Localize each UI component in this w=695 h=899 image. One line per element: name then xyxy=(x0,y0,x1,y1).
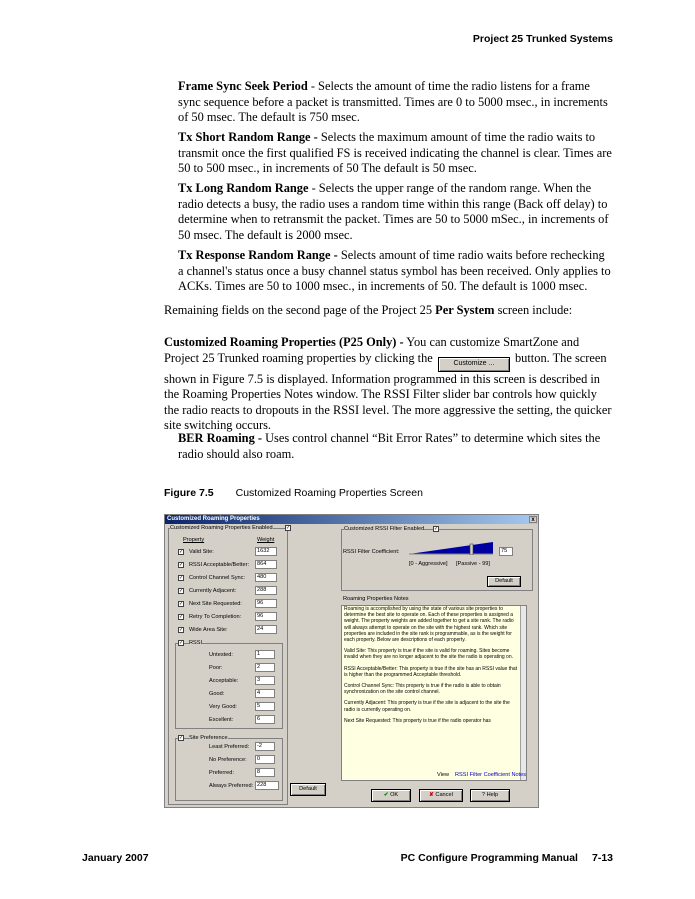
rssi-filter-checkbox[interactable]: ✓ xyxy=(434,526,439,532)
notes-paragraph: Next Site Requested: This property is true if the radio operator has xyxy=(344,717,491,724)
notes-paragraph: Valid Site: This property is true if the site is valid for roaming. Sites become invalid when they are no longer adjacent to the site the radio is operating on. xyxy=(344,648,513,661)
notes-title: Roaming Properties Notes xyxy=(343,596,409,602)
prop-checkbox[interactable]: ✓ xyxy=(179,614,184,620)
para-tx-short: Tx Short Random Range - Selects the maximum amount of time the radio waits to transmit once the first qualified FS is received indicating the channel is clear. Times are 50 to 500 msec., in increments of 50 The default is 50 msec. xyxy=(178,130,612,176)
ok-button[interactable]: ✔ OK xyxy=(371,789,411,802)
prop-weight-input[interactable]: 480 xyxy=(255,573,277,582)
prop-checkbox[interactable]: ✓ xyxy=(179,575,184,581)
roaming-enabled-label: Customized Roaming Properties Enabled xyxy=(170,525,273,531)
rssi-weight-input[interactable]: 1 xyxy=(255,650,275,659)
col-property-header: Property xyxy=(183,537,205,543)
check-icon: ✔ xyxy=(383,792,389,798)
prop-label: Retry To Completion: xyxy=(189,614,242,620)
col-weight-header: Weight xyxy=(257,537,275,543)
site-pref-input[interactable]: 228 xyxy=(255,781,279,790)
help-button[interactable]: ? Help xyxy=(470,789,510,802)
prop-checkbox[interactable]: ✓ xyxy=(179,588,184,594)
slider-wedge xyxy=(409,542,493,554)
help-icon: ? xyxy=(481,792,486,798)
prop-weight-input[interactable]: 1632 xyxy=(255,547,277,556)
site-pref-item-label: No Preference: xyxy=(209,757,247,763)
prop-weight-input[interactable]: 288 xyxy=(255,586,277,595)
prop-checkbox[interactable]: ✓ xyxy=(179,601,184,607)
prop-weight-input[interactable]: 96 xyxy=(255,612,277,621)
notes-panel[interactable] xyxy=(341,605,527,781)
para-ber-roaming: BER Roaming - Uses control channel “Bit Error Rates” to determine which sites the radio should also roam. xyxy=(178,431,601,461)
figure-caption: Figure 7.5 Customized Roaming Properties Screen xyxy=(164,487,423,499)
rssi-level-label: Excellent: xyxy=(209,717,234,723)
view-label: View xyxy=(437,772,450,778)
range-passive-label: [Passive - 99] xyxy=(456,561,490,567)
site-pref-label: Site Preference xyxy=(189,735,228,741)
dialog-titlebar: Customized Roaming Properties x xyxy=(165,515,538,524)
rssi-weight-input[interactable]: 6 xyxy=(255,715,275,724)
rssi-level-label: Poor: xyxy=(209,665,223,671)
prop-checkbox[interactable]: ✓ xyxy=(179,549,184,555)
range-aggressive-label: [0 - Aggressive] xyxy=(409,561,448,567)
default-right-button[interactable]: Default xyxy=(487,576,521,587)
slider-thumb[interactable] xyxy=(470,544,473,555)
rssi-weight-input[interactable]: 2 xyxy=(255,663,275,672)
customize-button-image: Customize ... xyxy=(438,357,510,372)
rssi-filter-enabled-label: Customized RSSI Filter Enabled xyxy=(344,526,425,532)
site-pref-checkbox[interactable]: ✓ xyxy=(179,735,184,741)
rssi-filter-slider[interactable] xyxy=(409,541,493,555)
site-pref-item-label: Always Preferred: xyxy=(209,783,254,789)
prop-checkbox[interactable]: ✓ xyxy=(179,562,184,568)
rssi-level-label: Good: xyxy=(209,691,225,697)
prop-label: Currently Adjacent: xyxy=(189,588,237,594)
prop-label: Control Channel Sync: xyxy=(189,575,245,581)
rssi-weight-input[interactable]: 5 xyxy=(255,702,275,711)
roaming-dialog xyxy=(164,514,539,808)
default-left-button[interactable]: Default xyxy=(290,783,326,796)
para-tx-response: Tx Response Random Range - Selects amount of time radio waits before rechecking a channel's status once a busy channel status symbol has been received. Only applies to ACKs. Times are 50 to 1000 msec., in increments of 50. The default is 1000 msec. xyxy=(178,248,611,294)
para-frame-sync: Frame Sync Seek Period - Selects the amount of time the radio listens for a frame sync sequence before a packet is transmitted. Times are 0 to 5000 msec., in increments of 50 msec. The default is 750 msec. xyxy=(178,79,608,125)
rssi-weight-input[interactable]: 3 xyxy=(255,676,275,685)
x-icon: ✘ xyxy=(429,792,434,798)
site-pref-item-label: Preferred: xyxy=(209,770,234,776)
site-pref-input[interactable]: -2 xyxy=(255,742,275,751)
filter-value-input[interactable]: 75 xyxy=(499,547,513,556)
view-notes-link[interactable]: RSSI Filter Coefficient Notes xyxy=(455,772,527,778)
prop-weight-input[interactable]: 24 xyxy=(255,625,277,634)
site-pref-item-label: Least Preferred: xyxy=(209,744,250,750)
prop-weight-input[interactable]: 96 xyxy=(255,599,277,608)
footer-title: PC Configure Programming Manual 7-13 xyxy=(400,852,613,864)
notes-paragraph: Control Channel Sync: This property is true if the radio is able to obtain synchronization on the site control channel. xyxy=(344,683,501,696)
prop-checkbox[interactable]: ✓ xyxy=(179,627,184,633)
running-header: Project 25 Trunked Systems xyxy=(472,33,613,45)
notes-paragraph: Currently Adjacent: This property is true if the site is adjacent to the site the radio is currently operating on. xyxy=(344,700,510,713)
rssi-label: RSSI xyxy=(189,640,203,646)
para-custom-roaming: Customized Roaming Properties (P25 Only) - You can customize SmartZone and Project 25 Trunked roaming properties by clicking the Customize ... button. The screen shown in Figure 7.5 is displayed. Information programmed in this screen is described in the Roaming Properties Notes window. The RSSI Filter slider bar controls how quickly the radio reacts to dropouts in the RSSI level. The more aggressive the setting, the quicker site switching occurs. xyxy=(164,335,612,433)
rssi-checkbox[interactable]: ✓ xyxy=(179,640,184,646)
prop-label: Wide Area Site: xyxy=(189,627,228,633)
para-tx-long: Tx Long Random Range - Selects the upper range of the random range. When the radio detects a busy, the radio uses a random time within this range (Back off delay) to determine when to retransmit the packet. Times are 50 to 5000 mSec., in increments of 50 msec. The default is 2000 msec. xyxy=(178,181,609,242)
filter-coef-label: RSSI Filter Coefficient: xyxy=(343,549,400,555)
rssi-weight-input[interactable]: 4 xyxy=(255,689,275,698)
footer-date: January 2007 xyxy=(82,852,149,864)
prop-label: RSSI Acceptable/Better: xyxy=(189,562,250,568)
site-pref-input[interactable]: 8 xyxy=(255,768,275,777)
cancel-button[interactable]: ✘ Cancel xyxy=(419,789,463,802)
roaming-enabled-checkbox[interactable]: ✓ xyxy=(286,525,291,531)
rssi-level-label: Untested: xyxy=(209,652,233,658)
site-pref-input[interactable]: 0 xyxy=(255,755,275,764)
prop-label: Valid Site: xyxy=(189,549,214,555)
rssi-level-label: Acceptable: xyxy=(209,678,239,684)
notes-paragraph: RSSI Acceptable/Better: This property is true if the site has an RSSI value that is higher than the programmed Acceptable threshold. xyxy=(344,665,518,678)
notes-paragraph: Roaming is accomplished by using the state of various site properties to determine the best site to operate on. Each of these properties is assigned a weight. The property weights are added together to get a site rank. The radio will always attempt to operate on the site with the highest rank. Which site properties are included in the site rank is programmable, as is the weight for each property. Below are descriptions of each property. xyxy=(344,606,514,644)
para-remaining: Remaining fields on the second page of the Project 25 Per System screen include: xyxy=(164,303,573,317)
close-icon[interactable]: x xyxy=(529,516,537,523)
notes-scrollbar[interactable] xyxy=(520,606,526,780)
rssi-level-label: Very Good: xyxy=(209,704,237,710)
prop-label: Next Site Requested: xyxy=(189,601,242,607)
prop-weight-input[interactable]: 864 xyxy=(255,560,277,569)
